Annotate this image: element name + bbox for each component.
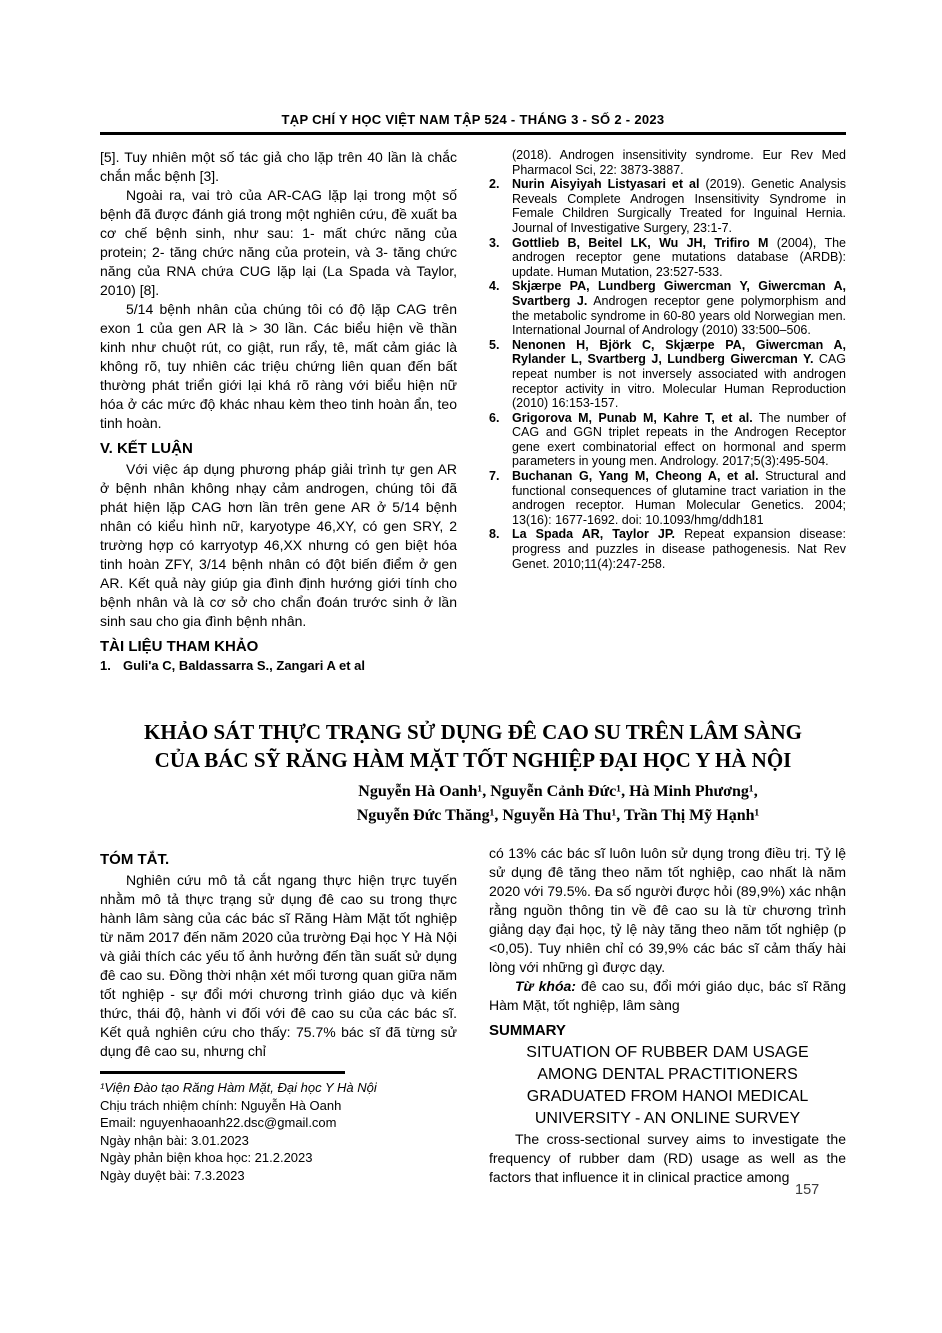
footnote <box>100 1079 457 1184</box>
article-title-line2: CỦA BÁC SỸ RĂNG HÀM MẶT TỐT NGHIỆP ĐẠI HỌC Y HÀ NỘI <box>154 748 792 772</box>
reference-number: 2. <box>489 177 500 192</box>
reference-authors: Gottlieb B, Beitel LK, Wu JH, Trifiro M <box>512 235 769 250</box>
summary-heading: SUMMARY <box>489 1022 566 1039</box>
reference-item <box>489 177 846 235</box>
keywords-label: Từ khóa: <box>515 978 576 994</box>
paragraph: Ngoài ra, vai trò của AR-CAG lặp lại trong một số bệnh đã được đánh giá trong một nghiên cứu, đề xuất ba cơ chế bệnh sinh, như sau: 1- mất chức năng của protein; 2- tăng chức năng của protein, và 3- tăng chức năng của RNA chứa CUG lặp lại (La Spada và Taylor, 2010) [8]. <box>100 187 457 298</box>
reference-item <box>100 658 457 674</box>
article-title <box>100 718 846 774</box>
footnote-accepted-date: Ngày duyệt bài: 7.3.2023 <box>100 1167 245 1183</box>
upper-columns <box>100 148 846 674</box>
summary-title-line: SITUATION OF RUBBER DAM USAGE <box>526 1044 809 1061</box>
references-heading: TÀI LIỆU THAM KHẢO <box>100 638 259 655</box>
reference-authors: Nenonen H, Björk C, Skjærpe PA, Giwercman A, Rylander L, Svartberg J, Lundberg Giwercman Y. <box>512 337 846 367</box>
upper-right-column <box>489 148 846 674</box>
abstract-paragraph-continued: có 13% các bác sĩ luôn luôn sử dụng trong điều trị. Tỷ lệ sử dụng đê tăng theo năm tốt nghiệp, cao nhất là năm 2020 với 79.5%. Đa số người được hỏi (89,9%) xác nhận rằng nguồn thông tin về đê cao su là từ chương trình giảng dạy đại học, tỷ lệ này tăng theo năm tốt nghiệp (p <0,05). Tuy nhiên chỉ có 39,9% các bác sĩ cảm thấy hài lòng với những gì được dạy. <box>489 845 846 975</box>
journal-header: TẠP CHÍ Y HỌC VIỆT NAM TẬP 524 - THÁNG 3 - SỐ 2 - 2023 <box>100 112 846 135</box>
reference-text: (2019). Genetic Analysis Reveals Complete Androgen Insensitivity Syndrome in Female Children Surgically Treated for Inguinal Hernia. Journal of Investigative Surgery, 23:1-7. <box>512 177 846 235</box>
article-authors-line2: Nguyễn Đức Thăng¹, Nguyễn Hà Thu¹, Trần Thị Mỹ Hạnh¹ <box>356 807 760 824</box>
reference-number: 7. <box>489 469 500 484</box>
reference-authors: Nurin Aisyiyah Listyasari et al <box>512 177 700 192</box>
new-article-header <box>100 718 846 828</box>
reference-authors: La Spada AR, Taylor JP. <box>512 527 676 542</box>
paragraph: [5]. Tuy nhiên một số tác giả cho lặp trên 40 lần là chắc chắn mắc bệnh [3]. <box>100 149 457 184</box>
reference-text: (2004), The androgen receptor gene mutations database (ARDB): update. Human Mutation, 23:527-533. <box>512 235 846 279</box>
reference-text: CAG repeat number is not inversely associated with androgen receptor activity in vitro. Molecular Human Reproduction (2010) 16:153-157. <box>512 352 846 411</box>
footnote-affiliation: ¹Viện Đào tạo Răng Hàm Mặt, Đại học Y Hà Nội <box>100 1080 377 1095</box>
article-title-line1: KHẢO SÁT THỰC TRẠNG SỬ DỤNG ĐÊ CAO SU TRÊN LÂM SÀNG <box>144 720 802 744</box>
reference-number: 8. <box>489 527 500 542</box>
page-number: 157 <box>795 1182 820 1198</box>
footnote-block <box>100 1071 457 1184</box>
reference-authors: Grigorova M, Punab M, Kahre T, et al. <box>512 410 753 425</box>
reference-number: 1. <box>100 658 111 673</box>
keywords-text: đê cao su, đổi mới giáo dục, bác sĩ Răng Hàm Mặt, tốt nghiệp, lâm sàng <box>489 978 847 1013</box>
abstract-heading: TÓM TẮT. <box>100 851 170 868</box>
reference-authors: Skjærpe PA, Lundberg Giwercman Y, Giwercman A, Svartberg J. <box>512 279 846 308</box>
page-content <box>100 112 846 1187</box>
reference-text: Structural and functional consequences of glutamine tract variation in the androgen receptor. Human Molecular Genetics. 2004; 13(16): 1677-1692. doi: 10.1093/hmg/ddh181 <box>512 469 846 527</box>
reference-item <box>489 527 846 571</box>
reference-item <box>489 236 846 280</box>
footnote-responsible: Chịu trách nhiệm chính: Nguyễn Hà Oanh <box>100 1097 342 1113</box>
keywords-paragraph <box>489 977 846 1015</box>
reference-item <box>489 279 846 337</box>
article-authors-line1: Nguyễn Hà Oanh¹, Nguyễn Cảnh Đức¹, Hà Minh Phương¹, <box>358 783 758 800</box>
abstract-paragraph: Nghiên cứu mô tả cắt ngang thực hiện trực tuyến nhằm mô tả thực trạng sử dụng đê cao su trong thực hành lâm sàng của các bác sĩ Răng Hàm Mặt tốt nghiệp từ năm 2017 đến năm 2020 của trường Đại học Y Hà Nội và giải thích các yếu tố ảnh hưởng đến tần suất sử dụng đê cao su. Đồng thời nhận xét mối tương quan giữa năm tốt nghiệp - sự đổi mới chương trình giáo dục và kiến thức, thái độ, hành vi đối với đê cao su của các bác sĩ. Kết quả nghiên cứu cho thấy: 75.7% bác sĩ đã từng sử dụng đê cao su, nhưng chỉ <box>100 872 457 1059</box>
reference-text: Repeat expansion disease: progress and puzzles in disease pathogenesis. Nat Rev Genet. 2010;11(4):247-258. <box>512 527 846 571</box>
reference-text: Androgen receptor gene polymorphism and the metabolic syndrome in 60-80 years old Norwegian men. International Journal of Andrology (2010) 33:500–506. <box>512 293 846 338</box>
reference-text: The number of CAG and GGN triplet repeats in the Androgen Receptor gene exert combinatorial effect on hormonal and sperm parameters in young men. Andrology. 2017;5(3):495-504. <box>512 410 847 469</box>
reference-item <box>489 411 846 469</box>
reference-authors: Buchanan G, Yang M, Cheong A, et al. <box>512 469 759 484</box>
footnote-received-date: Ngày nhận bài: 3.01.2023 <box>100 1132 249 1148</box>
reference-item <box>489 469 846 527</box>
lower-columns <box>100 844 846 1187</box>
summary-title-line: UNIVERSITY - AN ONLINE SURVEY <box>534 1110 801 1127</box>
footnote-divider <box>100 1071 345 1074</box>
paragraph: 5/14 bệnh nhân của chúng tôi có độ lặp CAG trên exon 1 của gen AR là > 30 lần. Các biểu hiện về thần kinh như chuột rút, co giật, run rẩy, tê, mất cảm giác là không rõ, tuy nhiên các triệu chứng liên quan đến bất thường phát triển giới lại khá rõ ràng với biểu hiện nữ hóa ở các mức độ khác nhau kèm theo tinh hoàn ẩn, teo tinh hoàn. <box>100 301 457 431</box>
reference-continuation: (2018). Androgen insensitivity syndrome. Eur Rev Med Pharmacol Sci, 22: 3873-3887. <box>512 148 846 177</box>
reference-number: 6. <box>489 410 500 425</box>
reference-number: 4. <box>489 279 500 294</box>
reference-authors: Guli'a C, Baldassarra S., Zangari A et al <box>123 658 365 673</box>
footnote-email: Email: nguyenhaoanh22.dsc@gmail.com <box>100 1115 337 1130</box>
upper-left-column <box>100 148 457 674</box>
summary-title <box>489 1042 846 1130</box>
summary-title-line: GRADUATED FROM HANOI MEDICAL <box>526 1088 809 1105</box>
article-authors <box>100 780 846 828</box>
summary-title-line: AMONG DENTAL PRACTITIONERS <box>537 1066 798 1083</box>
summary-paragraph: The cross-sectional survey aims to investigate the frequency of rubber dam (RD) usage as well as the factors that influence it in clinical practice among <box>489 1131 846 1185</box>
reference-item <box>489 338 846 411</box>
reference-number: 5. <box>489 337 500 352</box>
conclusion-heading: V. KẾT LUẬN <box>100 440 193 457</box>
conclusion-paragraph: Với việc áp dụng phương pháp giải trình tự gen AR ở bệnh nhân không nhạy cảm androgen, chúng tôi đã phát hiện lặp CAG hơn lần trên gene AR ở 5/14 bệnh nhân có kiểu hình nữ, karyotype 46,XY, có gen SRY, 2 trường hợp có karryotyp 46,XX nhưng có gen biệt hóa tinh hoàn ZFY, 3/14 bệnh nhân có đột biến điểm ở gen AR. Kết quả này giúp gia đình định hướng giới tính cho bệnh nhân và là cơ sở cho chẩn đoán trước sinh ở lần sinh sau cho gia đình bệnh nhân. <box>100 461 457 629</box>
lower-left-column <box>100 844 457 1187</box>
reference-number: 3. <box>489 235 500 250</box>
lower-right-column <box>489 844 846 1187</box>
footnote-review-date: Ngày phản biện khoa học: 21.2.2023 <box>100 1150 313 1165</box>
